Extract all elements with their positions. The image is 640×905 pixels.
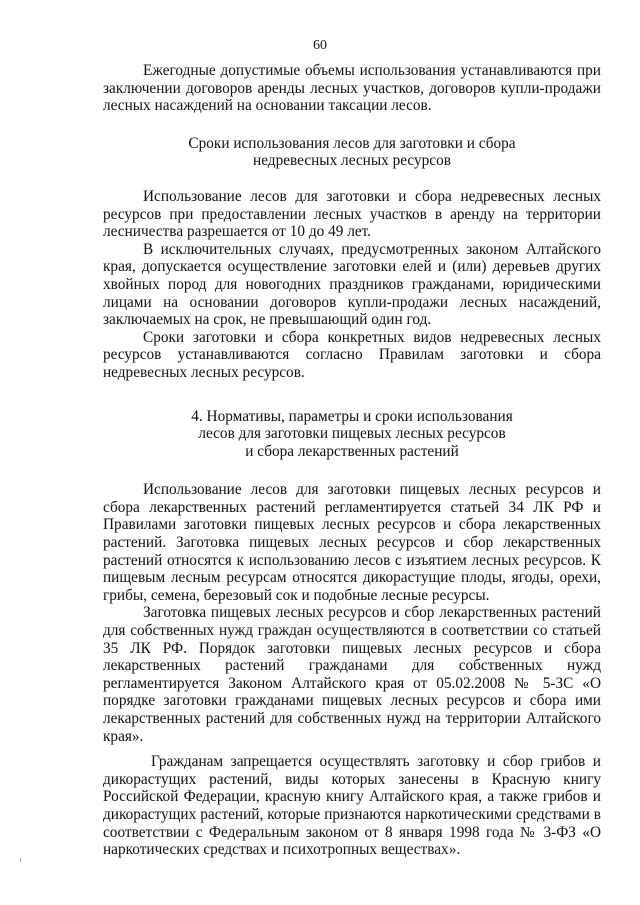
section-heading-nontimber-line-2: недревесных лесных ресурсов — [253, 152, 451, 170]
paragraph-nontimber-rules: Сроки заготовки и сбора конкретных видов недревесных лесных ресурсов устанавливаются согласно Правилам заготовки и сбора недревесных лесных ресурсов. — [103, 328, 601, 381]
paragraph-nontimber-exceptions: В исключительных случаях, предусмотренных законом Алтайского края, допускается осуществление заготовки елей и (или) деревьев других хвойных пород для новогодних праздников гражданами, юридическими лицами на основании договоров купли-продажи лесных насаждений, заключаемых на срок, не превышающий один год. — [103, 240, 601, 329]
section-heading-nontimber-line-1: Сроки использования лесов для заготовки и сбора — [188, 134, 516, 152]
section-heading-nontimber — [103, 135, 601, 170]
page-number: 60 — [313, 38, 327, 53]
paragraph-annual-volumes: Ежегодные допустимые объемы использования устанавливаются при заключении договоров аренды лесных участков, договоров купли-продажи лесных насаждений на основании таксации лесов. — [103, 62, 601, 115]
page-content — [103, 62, 601, 859]
paragraph-red-book-prohibition: Гражданам запрещается осуществлять заготовку и сбор грибов и дикорастущих растений, виды которых занесены в Красную книгу Российской Федерации, красную книгу Алтайского края, а также грибов и дикорастущих растений, которые признаются наркотическими средствами в соответствии с Федеральным законом от 8 января 1998 года № 3-ФЗ «О наркотических средствах и психотропных веществах». — [103, 753, 601, 859]
section-heading-4-line-2: лесов для заготовки пищевых лесных ресурсов — [198, 425, 506, 443]
section-heading-4 — [103, 408, 601, 461]
section-heading-4-line-1: 4. Нормативы, параметры и сроки использования — [191, 407, 513, 425]
section-heading-4-line-3: и сбора лекарственных растений — [245, 442, 459, 460]
paragraph-personal-needs: Заготовка пищевых лесных ресурсов и сбор лекарственных растений для собственных нужд граждан осуществляются в соответствии со статьей 35 ЛК РФ. Порядок заготовки пищевых лесных ресурсов и сбора лекарственных растений гражданами для собственных нужд регламентируется Законом Алтайского края от 05.02.2008 № 5-ЗС «О порядке заготовки гражданами пищевых лесных ресурсов и сбора ими лекарственных растений для собственных нужд на территории Алтайского края». — [103, 604, 601, 745]
paragraph-food-resources-regulation: Использование лесов для заготовки пищевых лесных ресурсов и сбора лекарственных растений регламентируется статьей 34 ЛК РФ и Правилами заготовки пищевых лесных ресурсов и сбора лекарственных растений. Заготовка пищевых лесных ресурсов и сбор лекарственных растений относятся к использованию лесов с изъятием лесных ресурсов. К пищевым лесным ресурсам относятся дикорастущие плоды, ягоды, орехи, грибы, семена, березовый сок и подобные лесные ресурсы. — [103, 481, 601, 604]
scan-margin-mark — [20, 858, 21, 862]
paragraph-nontimber-lease-term: Использование лесов для заготовки и сбора недревесных лесных ресурсов при предоставлении лесных участков в аренду на территории лесничества разрешается от 10 до 49 лет. — [103, 187, 601, 241]
